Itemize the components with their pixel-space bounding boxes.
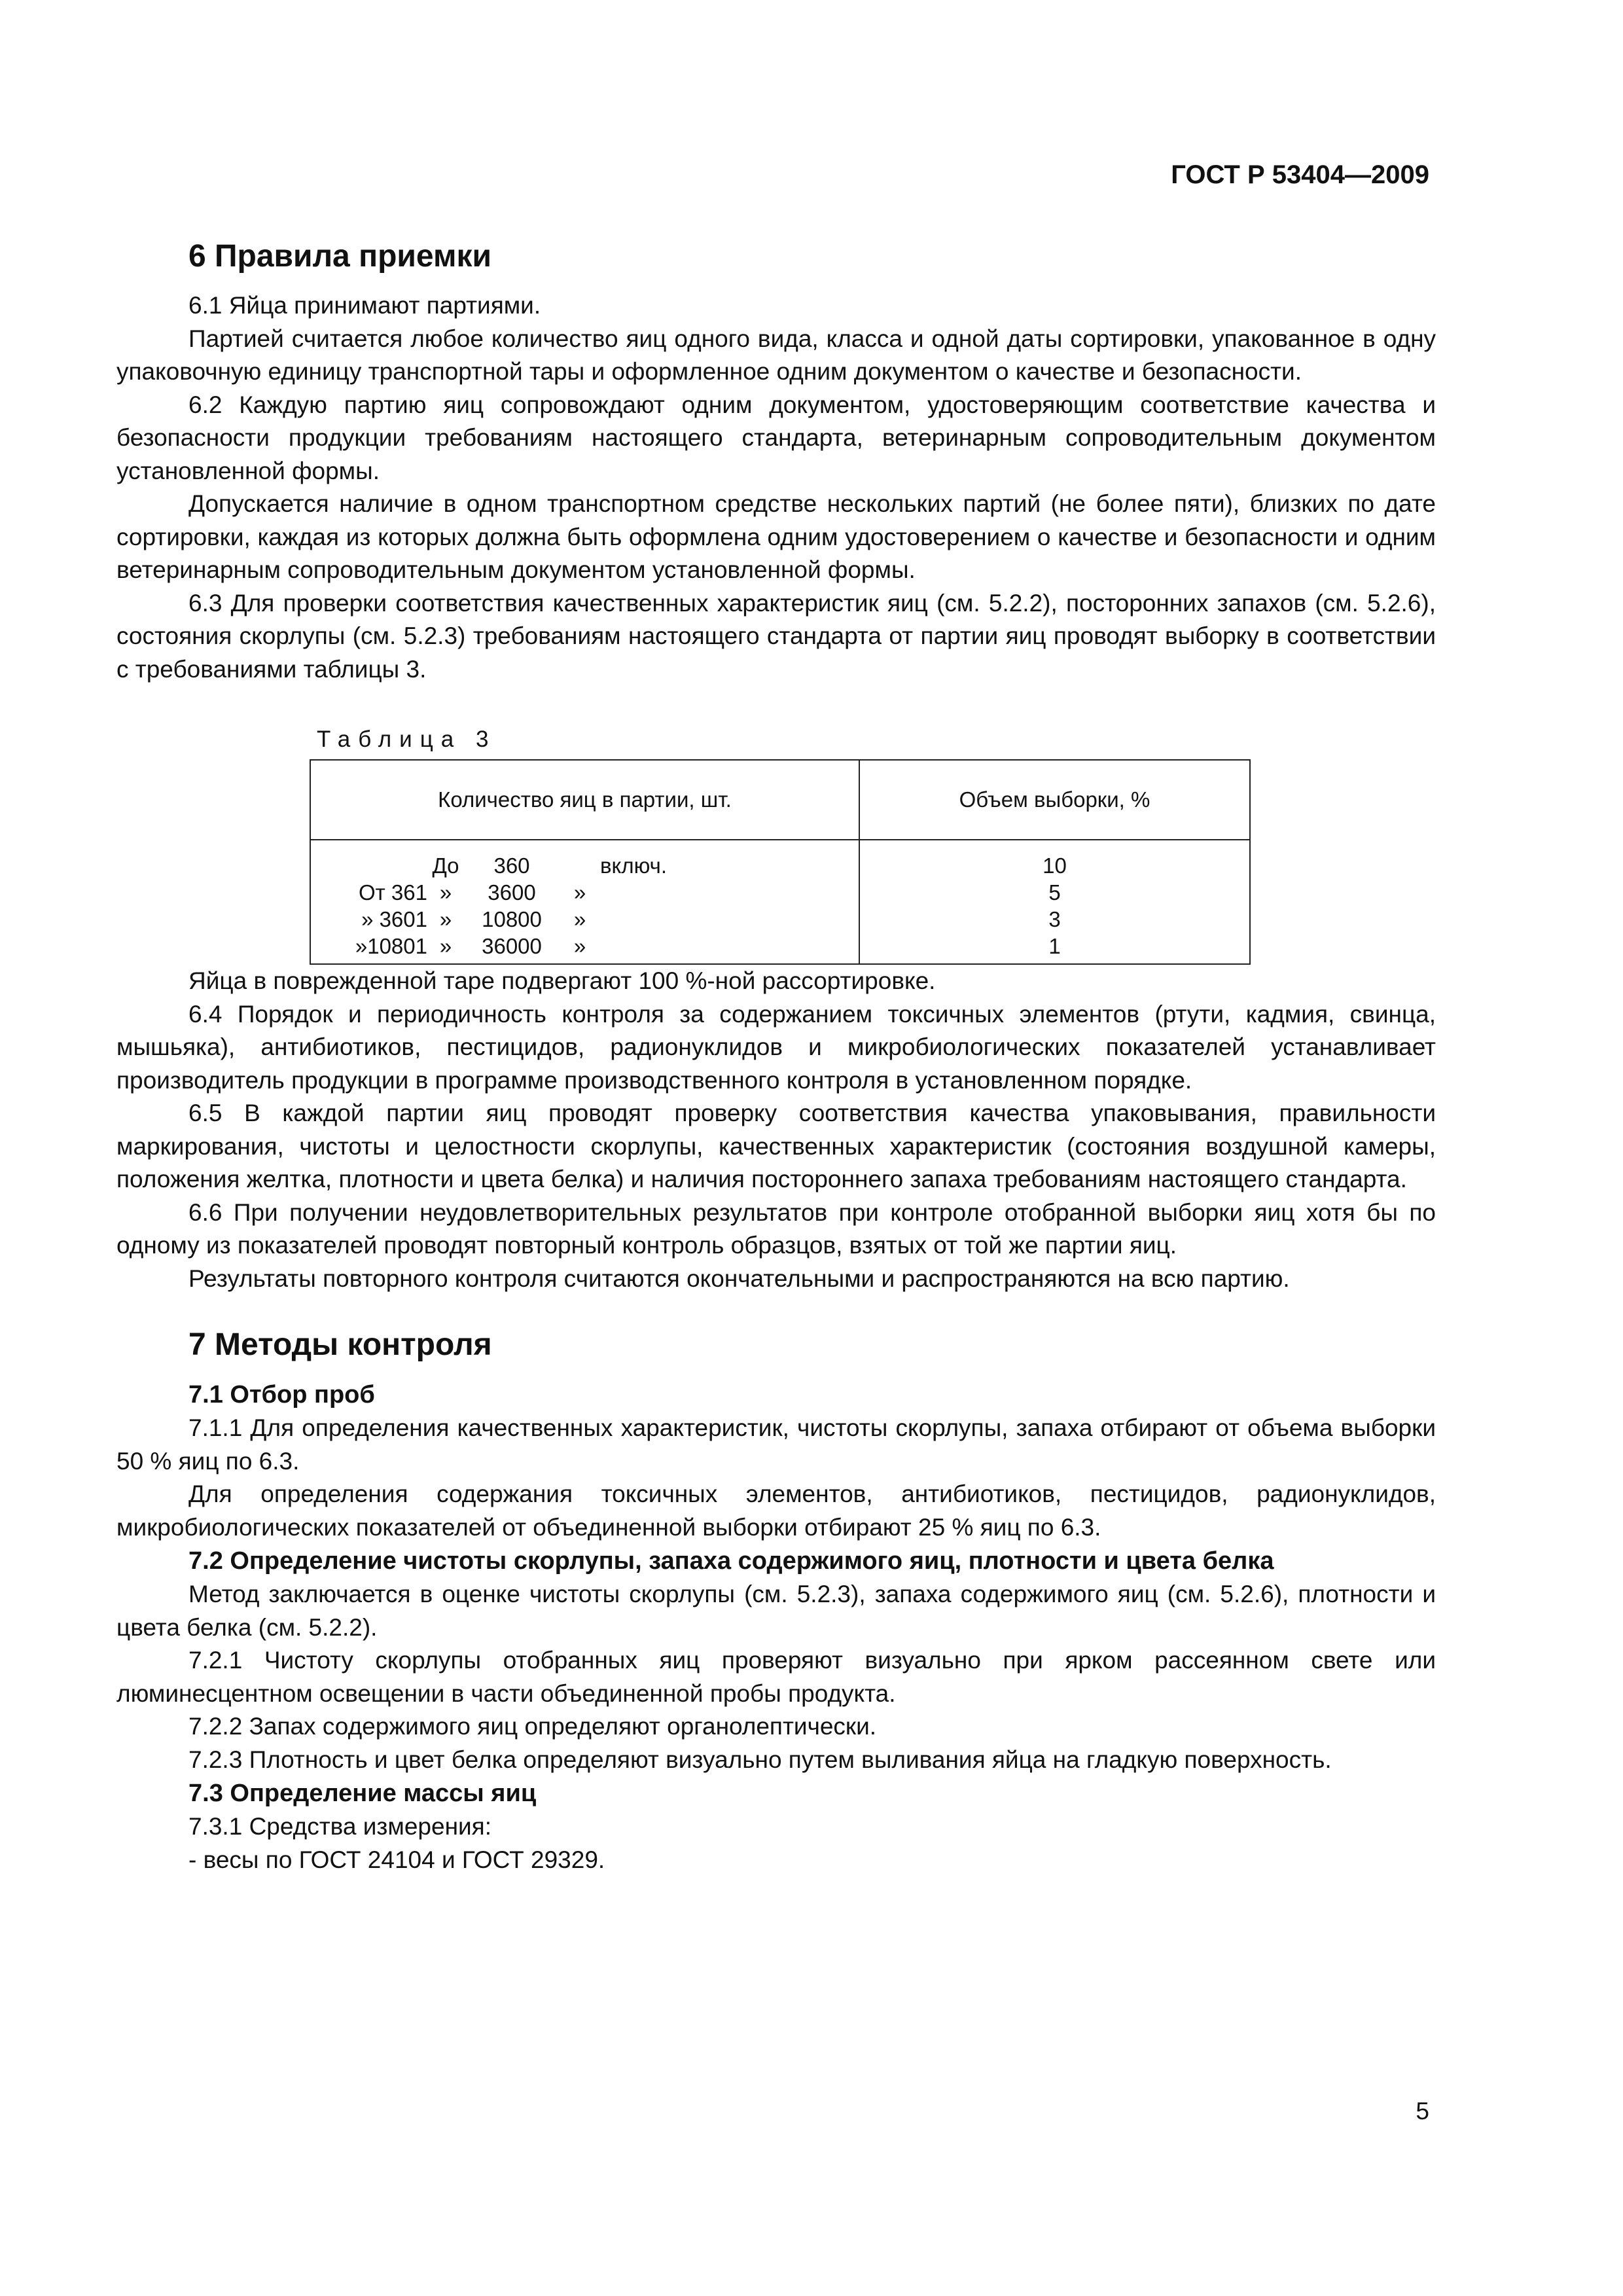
range-mark: » xyxy=(439,934,452,958)
range-suffix xyxy=(600,879,685,906)
range-upper: 10800 xyxy=(482,907,542,931)
list-item: - весы по ГОСТ 24104 и ГОСТ 29329. xyxy=(188,1846,605,1873)
paragraph: Результаты повторного контроля считаются окончательными и распространяются на всю партию. xyxy=(188,1265,1290,1292)
subsection-7-2-title: 7.2 Определение чистоты скорлупы, запаха содержимого яиц, плотности и цвета белка xyxy=(188,1547,1274,1575)
standard-code: ГОСТ Р 53404—2009 xyxy=(1171,160,1429,189)
sample-values-cell xyxy=(859,840,1250,964)
range-row xyxy=(311,879,859,906)
range-suffix xyxy=(600,933,685,960)
range-row xyxy=(311,933,859,960)
range-row xyxy=(311,906,859,933)
range-upper: 3600 xyxy=(488,880,536,905)
section-7-title: 7 Методы контроля xyxy=(188,1327,492,1362)
paragraph: 7.2.1 Чистоту скорлупы отобранных яиц проверяют визуально при ярком рассеянном свете или люминесцентном освещении в части объединенной пробы продукта. xyxy=(116,1647,1436,1707)
range-prefix: От 361 xyxy=(358,880,427,905)
paragraph: 7.1.1 Для определения качественных характеристик, чистоты скорлупы, запаха отбирают от объема выборки 50 % яиц по 6.3. xyxy=(116,1414,1436,1475)
sample-value: 3 xyxy=(1048,907,1061,931)
paragraph: Яйца в поврежденной таре подвергают 100 %-ной рассортировке. xyxy=(188,967,936,994)
subsection-7-3-title: 7.3 Определение массы яиц xyxy=(188,1780,537,1807)
range-upper: 360 xyxy=(493,853,530,878)
range-mark: До xyxy=(432,853,459,878)
table-header-quantity: Количество яиц в партии, шт. xyxy=(310,760,859,840)
subsection-7-1-title: 7.1 Отбор проб xyxy=(188,1381,375,1408)
paragraph: 6.4 Порядок и периодичность контроля за содержанием токсичных элементов (ртути, кадмия, свинца, мышьяка), антибиотиков, пестицидов, радионуклидов и микробиологических показателей устанавливает производитель продукции в программе производственного контроля в установленном порядке. xyxy=(116,1000,1436,1094)
table-header-row xyxy=(310,760,1250,840)
range-suffix: включ. xyxy=(600,853,667,878)
paragraph: Партией считается любое количество яиц одного вида, класса и одной даты сортировки, упакованное в одну упаковочную единицу транспортной тары и оформленное одним документом о качестве и безопасности. xyxy=(116,325,1436,385)
page-number: 5 xyxy=(1416,2098,1429,2125)
paragraph: 6.1 Яйца принимают партиями. xyxy=(188,292,541,319)
paragraph: Для определения содержания токсичных элементов, антибиотиков, пестицидов, радионуклидов, микробиологических показателей от объединенной выборки отбирают 25 % яиц по 6.3. xyxy=(116,1480,1436,1541)
paragraph: 6.3 Для проверки соответствия качественных характеристик яиц (см. 5.2.2), посторонних запахов (см. 5.2.6), состояния скорлупы (см. 5.2.3) требованиям настоящего стандарта от партии яиц проводят выборку в соответствии с требованиями таблицы 3. xyxy=(116,589,1436,683)
paragraph: 7.2.2 Запах содержимого яиц определяют органолептически. xyxy=(188,1713,877,1740)
paragraph: 6.5 В каждой партии яиц проводят проверку соответствия качества упаковывания, правильности маркирования, чистоты и целостности скорлупы, качественных характеристик (состояния воздушной камеры, положения желтка, плотности и цвета белка) и наличия постороннего запаха требованиям настоящего стандарта. xyxy=(116,1100,1436,1193)
paragraph: 7.2.3 Плотность и цвет белка определяют визуально путем выливания яйца на гладкую поверхность. xyxy=(188,1746,1332,1773)
page-content xyxy=(116,236,1436,1876)
table-caption: Таблица 3 xyxy=(317,726,497,752)
range-mark: » xyxy=(439,880,452,905)
range-suffix xyxy=(600,906,685,933)
paragraph: 6.2 Каждую партию яиц сопровождают одним документом, удостоверяющим соответствие качества и безопасности продукции требованиям настоящего стандарта, ветеринарным сопроводительным документом установленной формы. xyxy=(116,391,1436,484)
table-header-sample: Объем выборки, % xyxy=(859,760,1250,840)
range-upper: 36000 xyxy=(482,934,542,958)
quantity-ranges-cell xyxy=(310,840,859,964)
range-row xyxy=(311,852,859,879)
range-mark-2: » xyxy=(573,907,586,931)
range-mark-2: » xyxy=(573,934,586,958)
sample-value: 1 xyxy=(1048,934,1061,958)
sample-value: 10 xyxy=(1043,853,1067,878)
range-prefix xyxy=(311,852,427,879)
paragraph: 6.6 При получении неудовлетворительных результатов при контроле отобранной выборки яиц хотя бы по одному из показателей проводят повторный контроль образцов, взятых от той же партии яиц. xyxy=(116,1198,1436,1259)
range-prefix: » 3601 xyxy=(361,907,427,931)
paragraph: Метод заключается в оценке чистоты скорлупы (см. 5.2.3), запаха содержимого яиц (см. 5.2.6), плотности и цвета белка (см. 5.2.2). xyxy=(116,1581,1436,1641)
range-mark: » xyxy=(439,907,452,931)
sample-size-table xyxy=(310,759,1251,965)
sample-value: 5 xyxy=(1048,880,1061,905)
paragraph: Допускается наличие в одном транспортном средстве нескольких партий (не более пяти), близких по дате сортировки, каждая из которых должна быть оформлена одним удостоверением о качестве и безопасности и одним ветеринарным сопроводительным документом установленной формы. xyxy=(116,490,1436,583)
range-prefix: »10801 xyxy=(355,934,427,958)
table-body-row xyxy=(310,840,1250,964)
range-mark-2: » xyxy=(573,880,586,905)
range-mark-2 xyxy=(560,852,600,879)
paragraph: 7.3.1 Средства измерения: xyxy=(188,1813,491,1840)
section-6-title: 6 Правила приемки xyxy=(188,239,492,274)
